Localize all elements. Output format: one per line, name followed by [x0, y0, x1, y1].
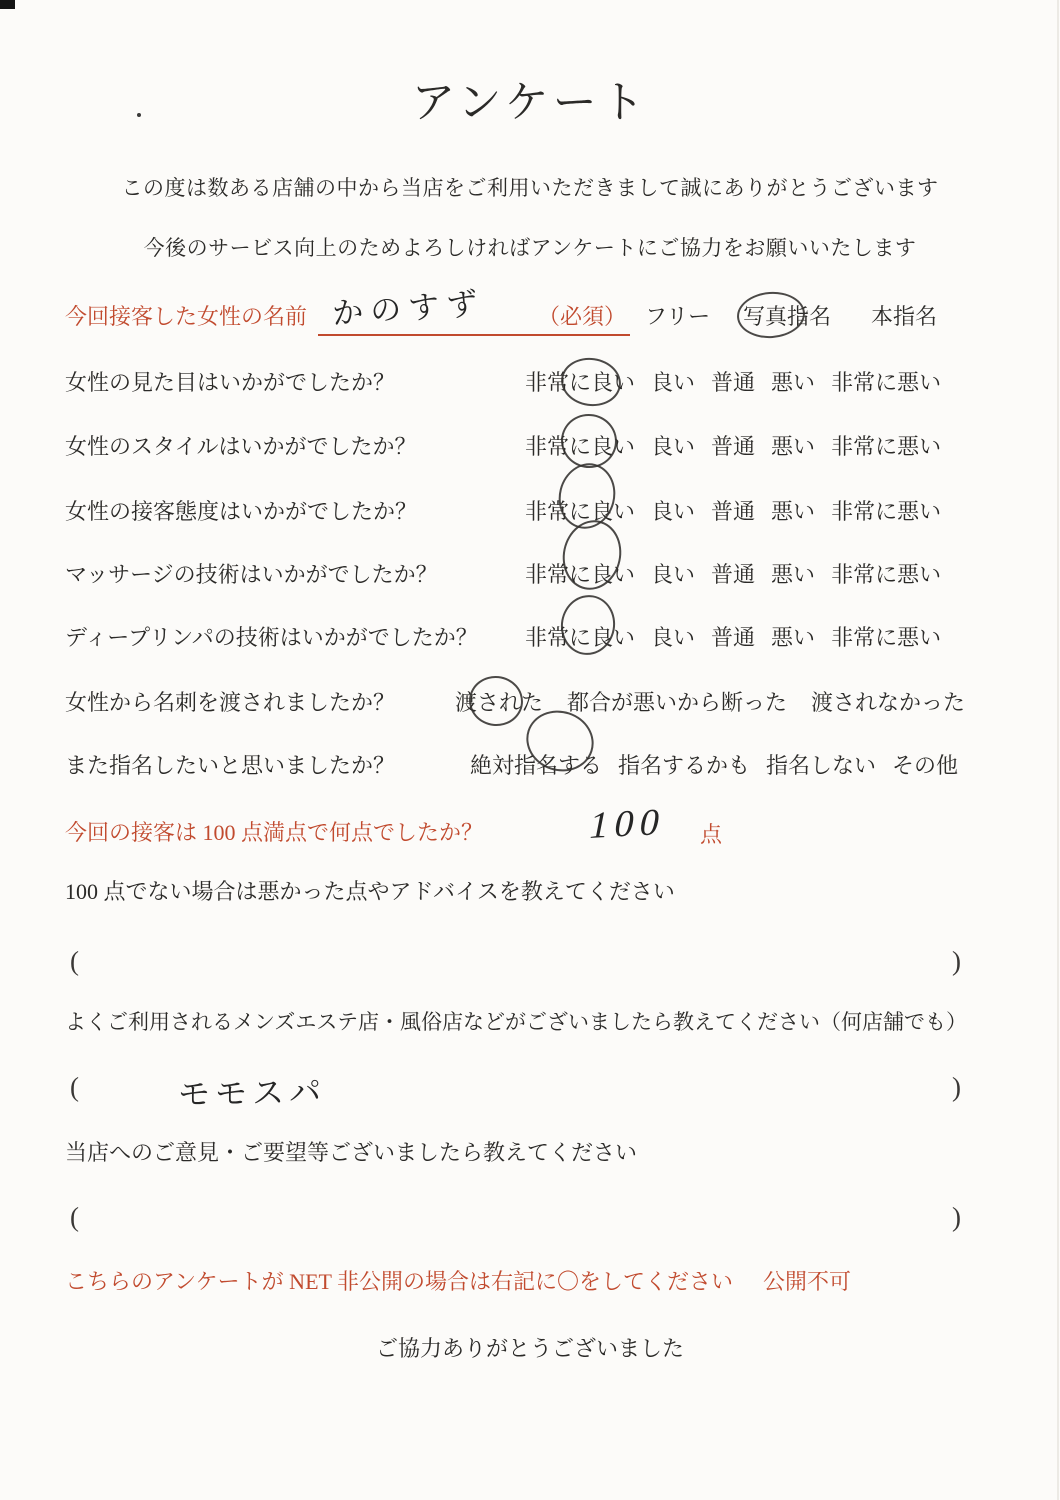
option-bad: 悪い	[771, 499, 816, 524]
options-group	[455, 686, 965, 717]
question-nominate-again-row	[0, 749, 1060, 783]
advice-field-label: 100 点でない場合は悪かった点やアドバイスを教えてください	[65, 879, 675, 904]
option-bad: 悪い	[771, 625, 816, 650]
option-normal: 普通	[711, 370, 756, 395]
option-very-bad: 非常に悪い	[831, 625, 942, 650]
option-normal: 普通	[711, 434, 756, 459]
option-very-good: 非常に良い	[525, 621, 635, 652]
question-nominate-again: また指名したいと思いましたか？	[65, 753, 396, 778]
option-very-bad: 非常に悪い	[831, 434, 942, 459]
options-group	[525, 621, 941, 652]
intro-line-2: 今後のサービス向上のためよろしければアンケートにご協力をお願いいたします	[143, 236, 917, 260]
options-group	[470, 749, 958, 780]
option-bad: 悪い	[771, 562, 816, 587]
scan-artifact-corner	[0, 0, 15, 9]
option-very-good: 非常に良い	[525, 495, 635, 526]
option-definitely-nominate: 絶対指名する	[470, 749, 602, 780]
option-very-bad: 非常に悪い	[831, 499, 942, 524]
open-paren: (	[70, 1202, 79, 1232]
question-business-card: 女性から名刺を渡されましたか？	[65, 690, 396, 715]
opinions-field	[0, 1198, 1060, 1244]
option-good: 良い	[651, 562, 696, 587]
option-other: その他	[892, 753, 959, 778]
option-photo-nomination: 写真指名	[743, 300, 831, 331]
handwritten-hostess-name: かのすず	[331, 285, 486, 332]
option-free: フリー	[645, 304, 711, 329]
closing-thanks: ご協力ありがとうございました	[375, 1336, 684, 1361]
option-normal: 普通	[711, 499, 756, 524]
hostess-name-row	[0, 285, 1060, 332]
handwritten-shop-name: モモスパ	[177, 1073, 327, 1113]
opinions-field-label: 当店へのご意見・ご要望等ございましたら教えてください	[65, 1140, 638, 1165]
option-very-good: 非常に良い	[525, 558, 635, 589]
other-shops-field	[0, 1068, 1060, 1114]
question-service-attitude: 女性の接客態度はいかがでしたか？	[65, 499, 418, 524]
score-question-label: 今回の接客は 100 点満点で何点でしたか？	[65, 820, 484, 845]
option-bad: 悪い	[771, 370, 816, 395]
question-lymph-skill-row	[0, 621, 1060, 655]
option-good: 良い	[651, 625, 696, 650]
option-normal: 普通	[711, 562, 756, 587]
open-paren: (	[70, 1072, 79, 1102]
close-paren: )	[952, 1202, 961, 1232]
option-not-received: 渡されなかった	[811, 690, 966, 715]
option-maybe-nominate: 指名するかも	[618, 753, 751, 778]
option-regular-nomination: 本指名	[871, 304, 938, 329]
question-appearance: 女性の見た目はいかがでしたか？	[65, 370, 396, 395]
net-publish-label: こちらのアンケートが NET 非公開の場合は右記に〇をしてください	[65, 1269, 734, 1294]
score-row	[0, 801, 1060, 850]
question-massage-skill: マッサージの技術はいかがでしたか？	[65, 562, 438, 587]
required-note: （必須）	[538, 304, 627, 329]
question-appearance-row	[0, 366, 1060, 400]
intro-line-1: この度は数ある店舗の中から当店をご利用いただきまして誠にありがとうございます	[121, 176, 939, 200]
option-bad: 悪い	[771, 434, 816, 459]
open-paren: (	[70, 946, 79, 976]
option-received: 渡された	[455, 686, 543, 717]
net-publish-row	[0, 1265, 1060, 1299]
option-very-bad: 非常に悪い	[831, 562, 942, 587]
options-group	[525, 558, 941, 589]
option-good: 良い	[651, 499, 696, 524]
handwritten-score: 100	[585, 801, 670, 847]
option-good: 良い	[651, 370, 696, 395]
question-massage-skill-row	[0, 558, 1060, 592]
question-style-row	[0, 430, 1060, 464]
question-service-attitude-row	[0, 495, 1060, 529]
close-paren: )	[952, 1072, 961, 1102]
option-very-bad: 非常に悪い	[831, 370, 942, 395]
other-shops-field-label: よくご利用されるメンズエステ店・風俗店などがございましたら教えてください（何店舗でも）	[65, 1010, 967, 1034]
score-unit-label: 点	[700, 822, 723, 847]
option-normal: 普通	[711, 625, 756, 650]
close-paren: )	[952, 946, 961, 976]
question-style: 女性のスタイルはいかがでしたか？	[65, 434, 417, 459]
option-not-nominate: 指名しない	[766, 753, 877, 778]
option-good: 良い	[651, 434, 696, 459]
options-group	[525, 430, 941, 461]
name-field-underline	[318, 334, 630, 336]
advice-field	[0, 942, 1060, 988]
option-very-good: 非常に良い	[525, 366, 635, 397]
option-very-good: 非常に良い	[525, 430, 635, 461]
options-group	[525, 495, 941, 526]
option-declined-inconvenient: 都合が悪いから断った	[567, 690, 788, 715]
question-lymph-skill: ディープリンパの技術はいかがでしたか？	[65, 625, 478, 650]
page-title: アンケート	[411, 78, 649, 127]
question-business-card-row	[0, 686, 1060, 720]
options-group	[525, 366, 941, 397]
hostess-name-label: 今回接客した女性の名前	[65, 304, 308, 329]
option-no-publish: 公開不可	[763, 1269, 852, 1294]
